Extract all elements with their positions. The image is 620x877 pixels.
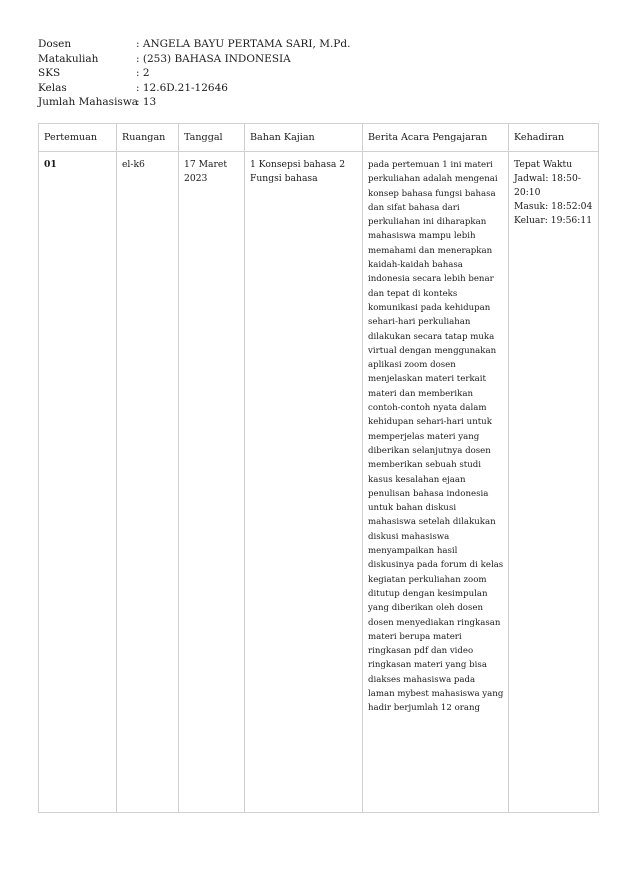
course-info xyxy=(38,37,350,110)
class-row xyxy=(38,81,350,96)
attendance-in: Masuk: 18:52:04 xyxy=(514,201,593,212)
header-room: Ruangan xyxy=(117,124,179,152)
info-value: : 2 xyxy=(136,67,150,80)
header-meeting: Pertemuan xyxy=(39,124,117,152)
info-label: Jumlah Mahasiswa xyxy=(38,96,139,109)
minutes-cell: pada pertemuan 1 ini materi perkuliahan adalah mengenai konsep bahasa fungsi bahasa dan sifat bahasa dari perkuliahan ini diharapkan mahasiswa mampu lebih memahami dan menerapkan kaidah-kaidah bahasa indonesia secara lebih benar dan tepat di konteks komunikasi pada kehidupan sehari-hari perkuliahan dilakukan secara tatap muka virtual dengan menggunakan aplikasi zoom dosen menjelaskan materi terkait materi dan memberikan contoh-contoh nyata dalam kehidupan sehari-hari untuk memperjelas materi yang diberikan selanjutnya dosen memberikan sebuah studi kasus kesalahan ejaan penulisan bahasa indonesia untuk bahan diskusi mahasiswa setelah dilakukan diskusi mahasiswa menyampaikan hasil diskusinya pada forum di kelas kegiatan perkuliahan zoom ditutup dengan kesimpulan yang diberikan oleh dosen dosen menyediakan ringkasan materi berupa materi ringkasan pdf dan video ringkasan materi yang bisa diakses mahasiswa pada laman mybest mahasiswa yang hadir berjumlah 12 orang xyxy=(363,152,509,813)
teaching-report-table xyxy=(38,123,599,813)
course-row xyxy=(38,52,350,67)
info-value: : 13 xyxy=(136,96,157,109)
student-count-row xyxy=(38,95,350,110)
info-label: SKS xyxy=(38,67,61,80)
table-header-row xyxy=(39,124,599,152)
info-value: : (253) BAHASA INDONESIA xyxy=(136,52,291,65)
lecturer-row xyxy=(38,37,350,52)
header-date: Tanggal xyxy=(179,124,245,152)
room-cell: el-k6 xyxy=(117,152,179,813)
credits-row xyxy=(38,66,350,81)
attendance-schedule: Jadwal: 18:50-20:10 xyxy=(514,173,581,198)
attendance-status: Tepat Waktu xyxy=(514,159,573,170)
table-row xyxy=(39,152,599,813)
info-label: Kelas xyxy=(38,81,67,94)
header-minutes: Berita Acara Pengajaran xyxy=(363,124,509,152)
info-value: : 12.6D.21-12646 xyxy=(136,81,228,94)
topic-cell: 1 Konsepsi bahasa 2 Fungsi bahasa xyxy=(245,152,363,813)
header-attendance: Kehadiran xyxy=(509,124,599,152)
attendance-cell xyxy=(509,152,599,813)
date-cell: 17 Maret 2023 xyxy=(179,152,245,813)
attendance-out: Keluar: 19:56:11 xyxy=(514,215,593,226)
header-topic: Bahan Kajian xyxy=(245,124,363,152)
info-value: : ANGELA BAYU PERTAMA SARI, M.Pd. xyxy=(136,38,351,50)
info-label: Dosen xyxy=(38,38,72,50)
info-label: Matakuliah xyxy=(38,52,99,65)
meeting-number: 01 xyxy=(39,152,117,813)
